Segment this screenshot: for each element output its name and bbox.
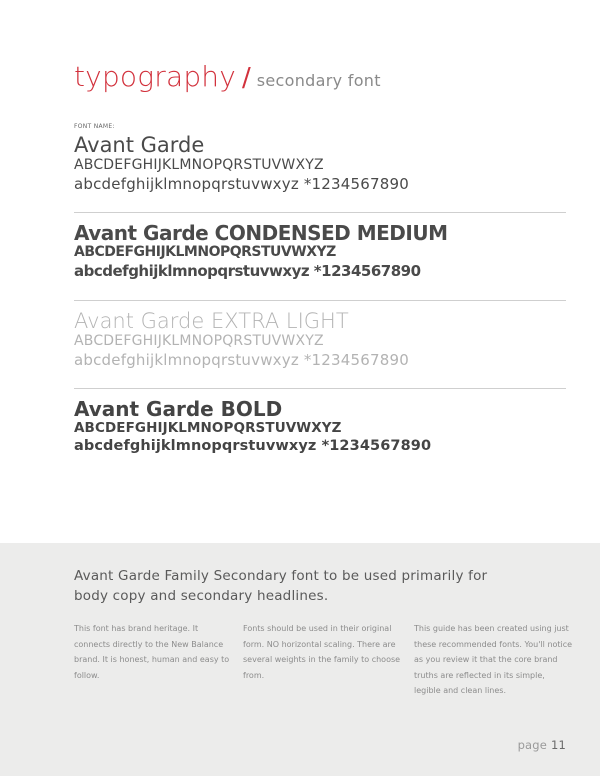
specimen-divider xyxy=(74,300,566,301)
title-separator: / xyxy=(242,63,251,93)
page-title: typography xyxy=(74,60,237,93)
font-name: Avant Garde xyxy=(74,133,205,157)
font-specimen-bold xyxy=(74,398,566,455)
uppercase-sample: ABCDEFGHIJKLMNOPQRSTUVWXYZ xyxy=(74,244,336,260)
lowercase-sample: abcdefghijklmnopqrstuvwxyz *1234567890 xyxy=(74,261,421,280)
body-column-1: This font has brand heritage. It connects directly to the New Balance brand. It is honest, human and easy to follow. xyxy=(74,624,230,680)
uppercase-sample: ABCDEFGHIJKLMNOPQRSTUVWXYZ xyxy=(74,420,342,436)
page-number-value: 11 xyxy=(550,738,566,752)
page-label: page xyxy=(517,738,548,752)
specimen-divider xyxy=(74,388,566,389)
page-header xyxy=(74,60,381,93)
page-number xyxy=(518,738,566,752)
page-subtitle: secondary font xyxy=(256,71,381,90)
description-panel xyxy=(0,543,600,776)
lowercase-sample: abcdefghijklmnopqrstuvwxyz *1234567890 xyxy=(74,437,432,454)
font-specimen-regular xyxy=(74,134,566,193)
lowercase-sample: abcdefghijklmnopqrstuvwxyz *1234567890 xyxy=(74,350,409,369)
font-name: Avant Garde BOLD xyxy=(74,397,283,421)
body-column-3: This guide has been created using just these recommended fonts. You'll notice as you review it that the core brand truths are reflected in its simple, legible and clean lines. xyxy=(414,624,573,696)
uppercase-sample: ABCDEFGHIJKLMNOPQRSTUVWXYZ xyxy=(74,157,324,174)
font-name-label: FONT NAME: xyxy=(74,123,115,130)
font-name: Avant Garde CONDENSED MEDIUM xyxy=(74,221,448,245)
uppercase-sample: ABCDEFGHIJKLMNOPQRSTUVWXYZ xyxy=(74,333,324,350)
lowercase-sample: abcdefghijklmnopqrstuvwxyz *1234567890 xyxy=(74,174,409,193)
specimen-divider xyxy=(74,212,566,213)
body-column-2: Fonts should be used in their original form. NO horizontal scaling. There are several weights in the family to choose from. xyxy=(243,624,401,680)
font-specimen-extra-light xyxy=(74,310,566,369)
font-specimen-condensed-medium xyxy=(74,222,566,280)
font-name: Avant Garde EXTRA LIGHT xyxy=(74,309,349,333)
lead-statement: Avant Garde Family Secondary font to be used primarily for body copy and secondary headlines. xyxy=(74,568,488,604)
